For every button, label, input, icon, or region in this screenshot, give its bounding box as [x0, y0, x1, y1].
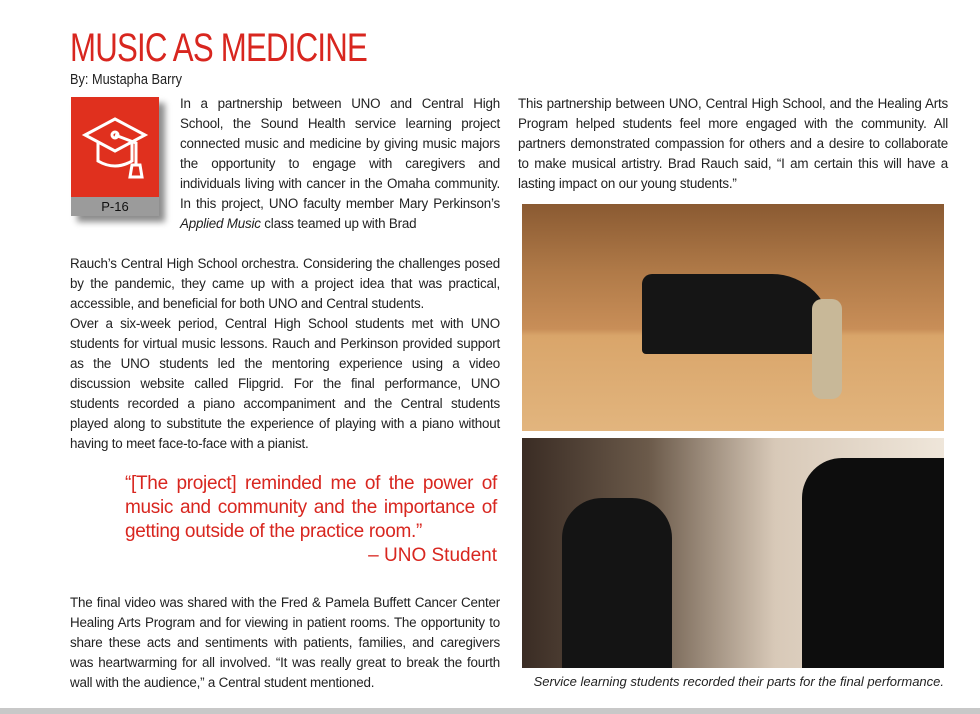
paragraph-1-continued: Rauch’s Central High School orchestra. Considering the challenges posed by the pandemic, they came up with a project idea that was practical, accessible, and beneficial for both UNO and Central students.: [70, 256, 500, 311]
footer-bar: [0, 708, 980, 714]
graduation-cap-icon: [80, 107, 150, 187]
paragraph-1: In a partnership between UNO and Central High School, the Sound Health service learning project connected music and medicine by giving music majors the opportunity to engage with caregivers and individuals living with cancer in the Omaha community. In this project, UNO faculty member Mary Perkinson’s Applied Music class teamed up with Brad: [180, 96, 500, 231]
byline: By: Mustapha Barry: [70, 71, 182, 88]
photo-piano-cello-performance: [522, 204, 944, 431]
quote-source: – UNO Student: [368, 545, 497, 566]
page-title: MUSIC AS MEDICINE: [70, 26, 368, 70]
photo-caption: Service learning students recorded their parts for the final performance.: [533, 674, 944, 689]
photo-violinist: [522, 438, 944, 668]
right-paragraph: This partnership between UNO, Central High School, and the Healing Arts Program helped students feel more engaged with the community. All partners demonstrated compassion for others and a desire to collaborate to make musical artistry. Brad Rauch said, “I am certain this will have a lasting impact on our young students.”: [518, 96, 948, 191]
page-badge-label: P-16: [71, 197, 159, 216]
page-badge: [71, 97, 159, 216]
pull-quote: “[The project] reminded me of the power of music and community and the importance of getting outside of the practice room.”: [125, 473, 497, 542]
paragraph-3: The final video was shared with the Fred & Pamela Buffett Cancer Center Healing Arts Program and for viewing in patient rooms. The opportunity to share these acts and sentiments with patients, families, and caregivers was heartwarming for all involved. “It was really great to break the fourth wall with the audience,” a Central student mentioned.: [70, 595, 500, 690]
paragraph-2: Over a six-week period, Central High School students met with UNO students for virtual music lessons. Rauch and Perkinson provided support as the UNO students led the mentoring experience using a video discussion website called Flipgrid. For the final performance, UNO students recorded a piano accompaniment and the Central students played along to substitute the experience of playing with a piano without having to meet face-to-face with a pianist.: [70, 316, 500, 451]
